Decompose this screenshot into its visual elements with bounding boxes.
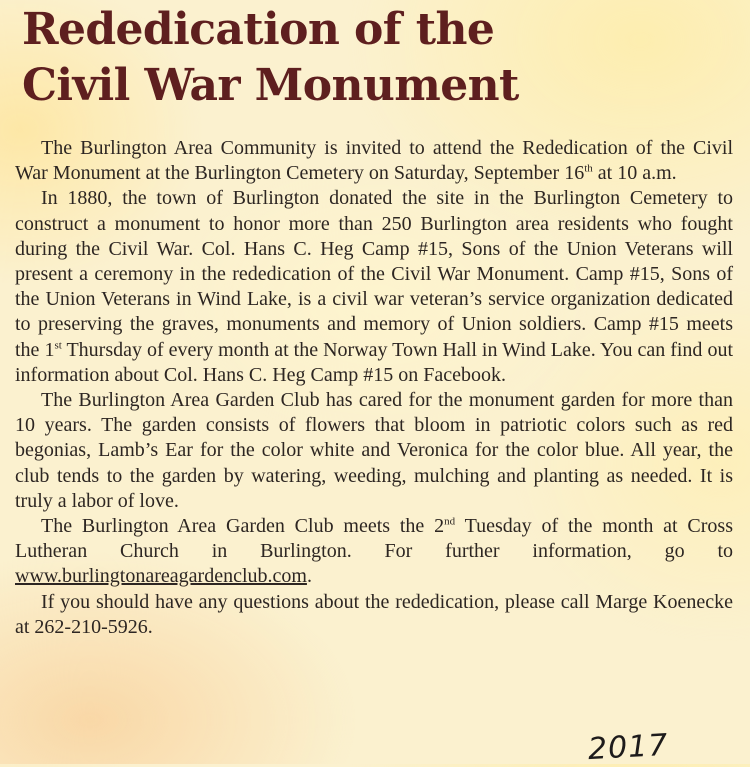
ordinal-suffix: th [584,162,593,175]
paragraph-history [15,186,733,388]
paragraph-text: . [306,565,312,588]
headline-line-2: Civil War Monument [22,60,519,111]
paragraph-invitation [15,136,733,186]
paragraph-garden-club: The Burlington Area Garden Club has cared for the monument garden for more than 10 years. The garden consists of flowers that bloom in patriotic colors such as red begonias, Lamb’s Ear for the color white and Veronica for the color blue. All year, the club tends to the garden by watering, weeding, mulching and planting as needed. It is truly a labor of love. [15,389,733,512]
paragraph-text: The Burlington Area Garden Club meets the 2 [41,515,445,538]
ordinal-suffix: nd [444,515,456,528]
paragraph-text: Thursday of every month at the Norway Town Hall in Wind Lake. You can find out information about Col. Hans C. Heg Camp #15 on Facebook. [15,338,734,386]
paragraph-text: The Burlington Area Community is invited to attend the Rededication of the Civil War Monument at the Burlington Cemetery on Saturday, September 16 [15,137,733,185]
paragraph-text: Tuesday of the month at Cross Lutheran Church in Burlington. For further information, go to [15,515,733,563]
handwritten-year-note: 2017 [587,727,670,767]
article-body [15,136,733,640]
garden-club-website-link[interactable]: www.burlingtonareagardenclub.com [15,565,307,588]
paragraph-text: at 10 a.m. [592,162,677,185]
headline-line-1: Rededication of the [22,4,495,55]
paragraph-text: In 1880, the town of Burlington donated the site in the Burlington Cemetery to construct a monument to honor more than 250 Burlington area residents who fought during the Civil War. Col. Hans C. Heg Camp #15, Sons of the Union Veterans will present a ceremony in the rededication of the Civil War Monument. Camp #15, Sons of the Union Veterans in Wind Lake, is a civil war veteran’s service organization dedicated to preserving the graves, monuments and memory of Union soldiers. Camp #15 meets the 1 [15,187,733,361]
paragraph-meetings [15,514,733,590]
article-headline [22,2,722,114]
ordinal-suffix: st [54,338,62,351]
paragraph-contact: If you should have any questions about the rededication, please call Marge Koenecke at 262-210-5926. [15,590,733,638]
